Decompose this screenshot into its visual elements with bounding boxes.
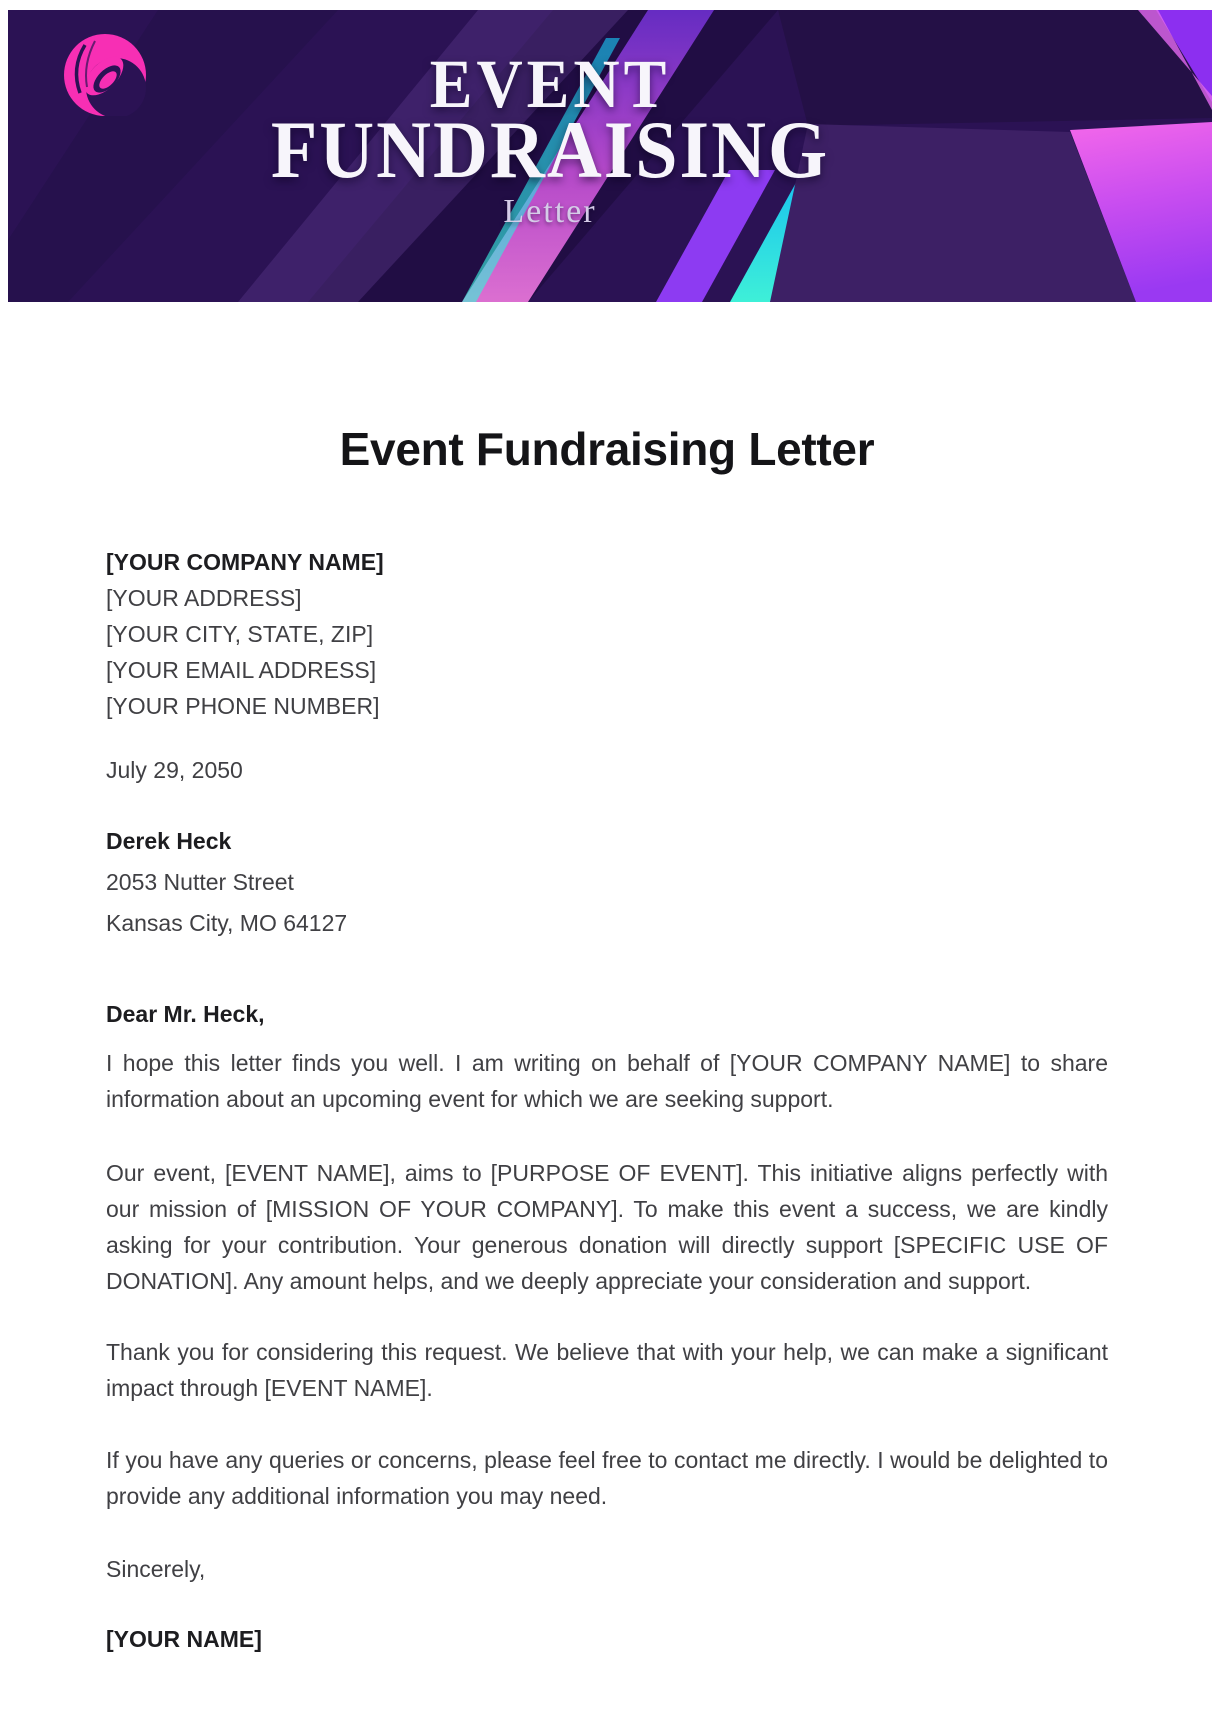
recipient-address-line1: 2053 Nutter Street [106,869,294,895]
banner [8,10,1212,302]
signature-placeholder: [YOUR NAME] [106,1626,262,1652]
banner-subtitle: Letter [503,193,597,230]
paragraph-2: Our event, [EVENT NAME], aims to [PURPOSE OF EVENT]. This initiative aligns perfectly with our mission of [MISSION OF YOUR COMPANY]. To make this event a success, we are kindly asking for your contribution. Your generous donation will directly support [SPECIFIC USE OF DONATION]. Any amount helps, and we deeply appreciate your consideration and support. [106,1160,1108,1294]
recipient-block [106,821,1108,944]
sender-block [106,544,1108,724]
sender-city-state-zip: [YOUR CITY, STATE, ZIP] [106,621,374,647]
closing: Sincerely, [106,1556,206,1582]
banner-title-line1: EVENT [429,45,671,123]
banner-title-line2: FUNDRAISING [270,104,830,196]
sender-email: [YOUR EMAIL ADDRESS] [106,657,377,683]
sender-phone: [YOUR PHONE NUMBER] [106,693,380,719]
letter-body [0,544,1220,1657]
paragraph-1: I hope this letter finds you well. I am writing on behalf of [YOUR COMPANY NAME] to share information about an upcoming event for which we are seeking support. [106,1050,1108,1112]
sender-address: [YOUR ADDRESS] [106,585,302,611]
paragraph-3: Thank you for considering this request. We believe that with your help, we can make a significant impact through [EVENT NAME]. [106,1339,1108,1401]
document-title: Event Fundraising Letter [339,423,875,475]
letter-date: July 29, 2050 [106,757,243,783]
sender-company-name: [YOUR COMPANY NAME] [106,549,384,575]
salutation: Dear Mr. Heck, [106,1001,265,1027]
recipient-address-line2: Kansas City, MO 64127 [106,910,348,936]
paragraph-4: If you have any queries or concerns, please feel free to contact me directly. I would be delighted to provide any additional information you may need. [106,1447,1108,1509]
recipient-name: Derek Heck [106,828,232,854]
